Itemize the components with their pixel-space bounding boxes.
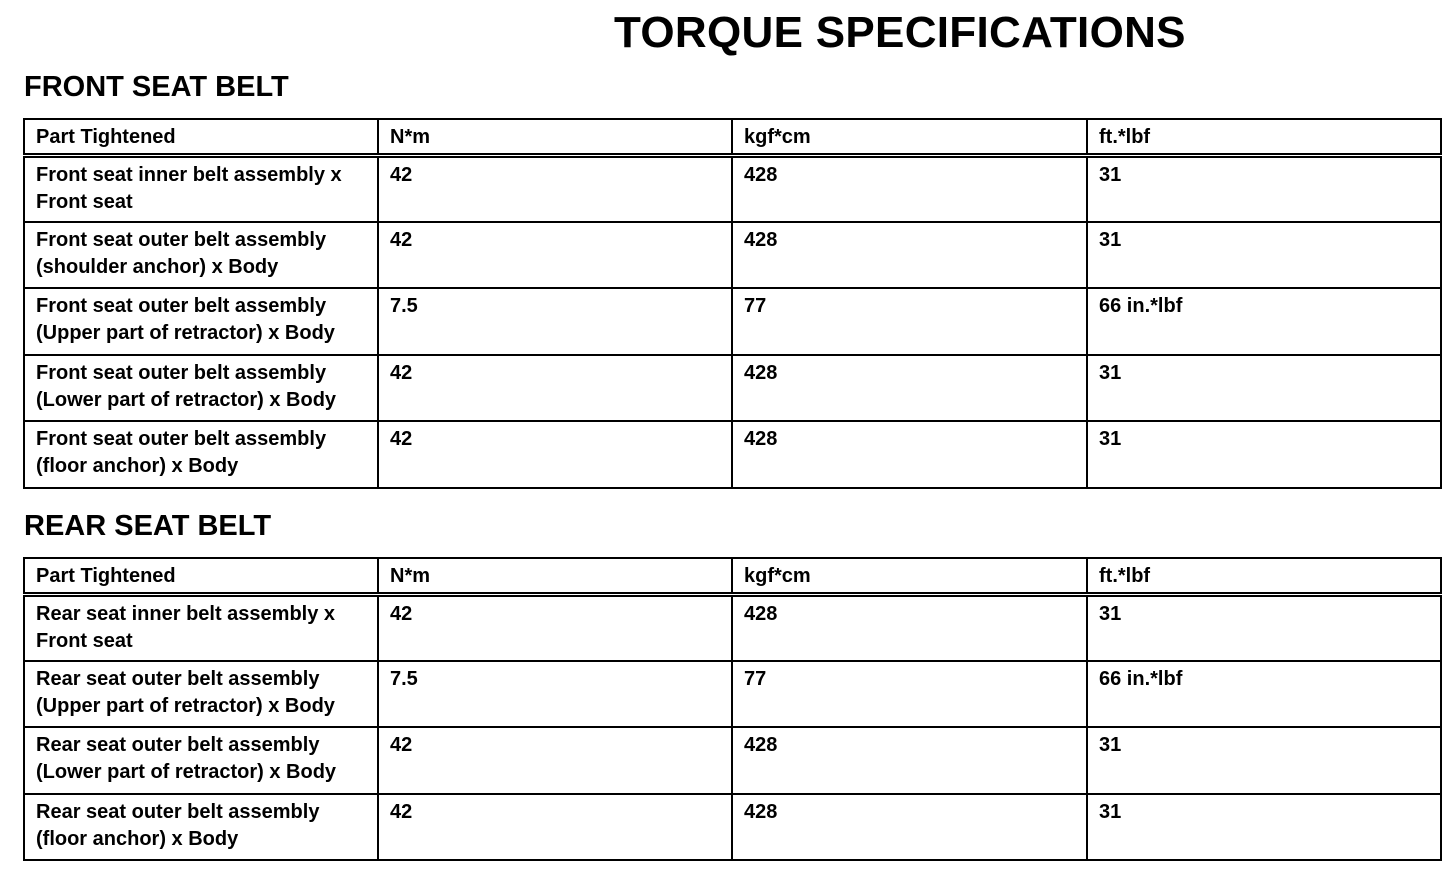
table-row [24,594,1441,661]
nm-cell: 42 [378,794,732,861]
rear-seat-belt-heading: REAR SEAT BELT [24,510,272,542]
ft-cell: 66 in.*lbf [1087,661,1441,728]
table-header-row [24,119,1441,155]
nm-cell: 42 [378,155,732,222]
nm-cell: 7.5 [378,288,732,355]
part-cell: Front seat inner belt assembly x Front seat [24,155,378,222]
table-row [24,421,1441,488]
nm-cell: 42 [378,727,732,794]
kgf-cell: 428 [732,155,1087,222]
kgf-cell: 77 [732,288,1087,355]
column-header-part: Part Tightened [24,558,378,594]
part-cell: Rear seat outer belt assembly (Upper part of retractor) x Body [24,661,378,728]
kgf-cell: 428 [732,794,1087,861]
column-header-nm: N*m [378,558,732,594]
page-title: TORQUE SPECIFICATIONS [614,8,1186,57]
nm-cell: 42 [378,222,732,289]
kgf-cell: 428 [732,222,1087,289]
ft-cell: 31 [1087,594,1441,661]
table-row [24,355,1441,422]
table-row [24,727,1441,794]
part-cell: Front seat outer belt assembly (shoulder anchor) x Body [24,222,378,289]
part-cell: Front seat outer belt assembly (Lower part of retractor) x Body [24,355,378,422]
kgf-cell: 428 [732,355,1087,422]
column-header-ft: ft.*lbf [1087,558,1441,594]
part-cell: Rear seat outer belt assembly (Lower part of retractor) x Body [24,727,378,794]
part-cell: Front seat outer belt assembly (floor anchor) x Body [24,421,378,488]
part-cell: Rear seat outer belt assembly (floor anchor) x Body [24,794,378,861]
ft-cell: 31 [1087,421,1441,488]
ft-cell: 31 [1087,222,1441,289]
ft-cell: 31 [1087,355,1441,422]
kgf-cell: 428 [732,421,1087,488]
kgf-cell: 428 [732,727,1087,794]
column-header-nm: N*m [378,119,732,155]
ft-cell: 66 in.*lbf [1087,288,1441,355]
kgf-cell: 428 [732,594,1087,661]
front-seat-belt-table [23,118,1442,489]
table-row [24,222,1441,289]
table-header-row [24,558,1441,594]
table-row [24,661,1441,728]
nm-cell: 42 [378,421,732,488]
kgf-cell: 77 [732,661,1087,728]
column-header-ft: ft.*lbf [1087,119,1441,155]
column-header-part: Part Tightened [24,119,378,155]
ft-cell: 31 [1087,727,1441,794]
part-cell: Rear seat inner belt assembly x Front seat [24,594,378,661]
table-row [24,155,1441,222]
part-cell: Front seat outer belt assembly (Upper part of retractor) x Body [24,288,378,355]
table-row [24,288,1441,355]
nm-cell: 42 [378,355,732,422]
table-row [24,794,1441,861]
front-seat-belt-heading: FRONT SEAT BELT [24,71,289,103]
column-header-kgf: kgf*cm [732,558,1087,594]
column-header-kgf: kgf*cm [732,119,1087,155]
ft-cell: 31 [1087,794,1441,861]
nm-cell: 7.5 [378,661,732,728]
rear-seat-belt-table [23,557,1442,861]
nm-cell: 42 [378,594,732,661]
ft-cell: 31 [1087,155,1441,222]
